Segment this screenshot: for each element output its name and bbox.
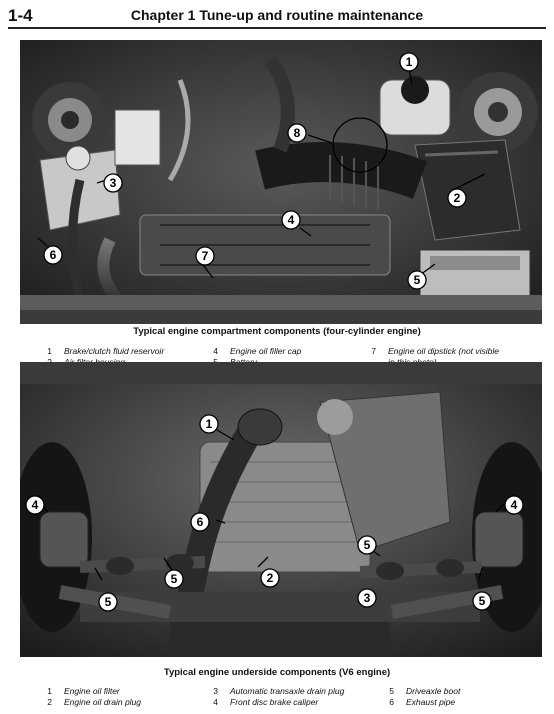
legend-bottom-col2: [200, 686, 360, 708]
callout-bottom-5-b: 5: [170, 572, 178, 586]
legend-item: 7 Engine oil dipstick (not visible: [371, 346, 500, 356]
callout-top-3: 3: [109, 176, 117, 190]
legend-item: 4 Front disc brake caliper: [213, 697, 319, 707]
chapter-title: Chapter 1 Tune-up and routine maintenance: [130, 7, 424, 23]
legend-item: 6 Exhaust pipe: [389, 697, 456, 707]
engine-underside-photo: [20, 362, 542, 657]
callout-top-5: 5: [413, 273, 421, 287]
callout-top-2: 2: [453, 191, 461, 205]
legend-item: 2 Engine oil drain plug: [47, 697, 142, 707]
callout-bottom-4-right: 4: [510, 498, 518, 512]
legend-item: 1 Engine oil filter: [47, 686, 120, 696]
legend-bottom-col1: [34, 686, 194, 708]
callout-bottom-4-left: 4: [31, 498, 39, 512]
page-header: [0, 6, 554, 26]
callout-bottom-6: 6: [196, 515, 204, 529]
callout-top-8: 8: [293, 126, 301, 140]
legend-item: 5 Driveaxle boot: [389, 686, 461, 696]
callout-top-1: 1: [405, 55, 413, 69]
callout-bottom-5-d: 5: [478, 594, 486, 608]
callout-top-7: 7: [201, 249, 209, 263]
callout-bottom-5-c: 5: [363, 538, 371, 552]
callout-bottom-3: 3: [363, 591, 371, 605]
callout-top-4: 4: [287, 213, 295, 227]
header-rule: [8, 27, 546, 29]
legend-item: 1 Brake/clutch fluid reservoir: [47, 346, 165, 356]
legend-bottom-col3: [376, 686, 536, 708]
page-number: 1-4: [8, 6, 33, 25]
figure-caption-top: Typical engine compartment components (four-cylinder engine): [133, 326, 421, 337]
callout-bottom-5-a: 5: [104, 595, 112, 609]
engine-compartment-photo: [20, 40, 542, 324]
legend-item: 4 Engine oil filler cap: [213, 346, 302, 356]
callout-top-6: 6: [49, 248, 57, 262]
callout-bottom-2: 2: [266, 571, 274, 585]
callout-bottom-1: 1: [205, 417, 213, 431]
legend-item: 3 Automatic transaxle drain plug: [213, 686, 345, 696]
figure-caption-bottom: Typical engine underside components (V6 engine): [163, 667, 391, 678]
